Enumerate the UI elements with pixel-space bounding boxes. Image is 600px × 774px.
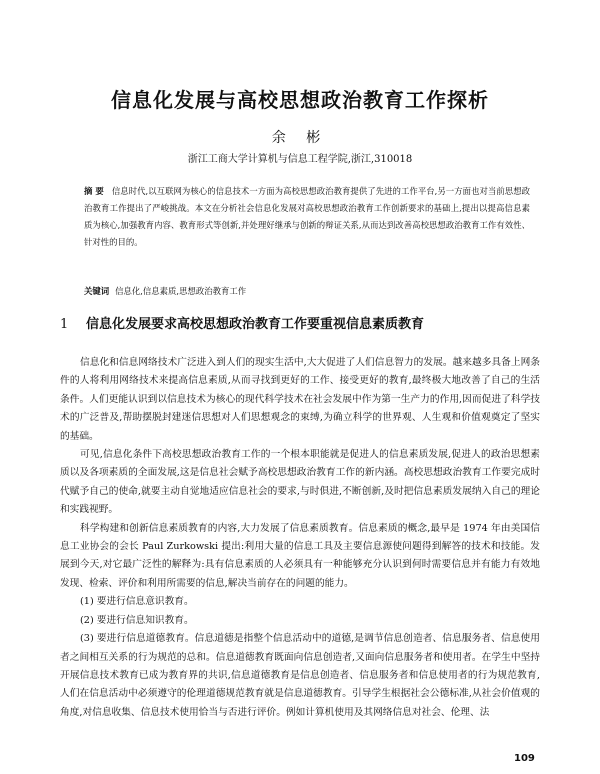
- section-heading: [60, 313, 540, 332]
- body-text: [60, 354, 540, 722]
- list-item: (3) 要进行信息道德教育。信息道德是指整个信息活动中的道德,是调节信息创造者、信息服务者、信息使用者之间相互关系的行为规范的总和。信息道德教育既面向信息创造者,又面向信息服务者和使用者。在学生中坚持开展信息技术教育已成为教育界的共识,信息道德教育是信息创造者、信息服务者和信息使用者的行为规范教育,人们在信息活动中必须遵守的伦理道德规范教育就是信息道德教育。引导学生根据社会公德标准,从社会价值观的角度,对信息收集、信息技术使用恰当与否进行评价。例如计算机使用及其网络信息对社会、伦理、法: [60, 633, 540, 718]
- list-item: (2) 要进行信息知识教育。: [80, 614, 194, 626]
- body-paragraph: 信息化和信息网络技术广泛进入到人们的现实生活中,大大促进了人们信息智力的发展。越来越多具备上网条件的人将利用网络技术来提高信息素质,从而寻找到更好的工作、接受更好的教育,最终极大地改善了自己的生活条件。人们更能认识到以信息技术为核心的现代科学技术在社会发展中作为第一生产力的作用,因而促进了科学技术的广泛普及,帮助摆脱封建迷信思想对人们思想观念的束缚,为确立科学的世界观、人生观和价值观奠定了坚实的基础。: [60, 357, 540, 442]
- abstract-text: 信息时代,以互联网为核心的信息技术一方面为高校思想政治教育提供了先进的工作平台,另一方面也对当前思想政治教育工作提出了严峻挑战。本文在分析社会信息化发展对高校思想政治教育工作创新要求的基础上,提出以提高信息素质为核心,加强教育内容、教育形式等创新,并处理好继承与创新的辩证关系,从而达到改善高校思想政治教育工作有效性、针对性的目的。: [84, 186, 531, 247]
- keywords-text: 信息化,信息素质,思想政治教育工作: [115, 286, 247, 296]
- abstract-label: 摘 要: [84, 186, 104, 196]
- paper-title: 信息化发展与高校思想政治教育工作探析: [111, 88, 489, 112]
- keywords: [84, 283, 530, 300]
- page-number: 109: [514, 753, 535, 764]
- section-number: 1: [60, 317, 69, 332]
- body-paragraph: 可见,信息化条件下高校思想政治教育工作的一个根本职能就是促进人的信息素质发展,促进人的政治思想素质以及各项素质的全面发展,这是信息社会赋予高校思想政治教育工作的新内涵。高校思想政治教育工作要完成时代赋予自己的使命,就要主动自觉地适应信息社会的要求,与时俱进,不断创新,及时把信息素质发展纳入自己的理论和实践视野。: [60, 449, 540, 516]
- body-paragraph: 科学构建和创新信息素质教育的内容,大力发展了信息素质教育。信息素质的概念,最早是 1974 年由美国信息工业协会的会长 Paul Zurkowski 提出:利用大量的信息工具及主要信息源使问题得到解答的技术和技能。发展到今天,对它最广泛性的解释为:具有信息素质的人必须具有一种能够充分认识到何时需要信息并有能力有效地发现、检索、评价和利用所需要的信息,解决当前存在的问题的能力。: [60, 522, 540, 589]
- author-affiliation: 浙江工商大学计算机与信息工程学院,浙江,310018: [187, 154, 413, 165]
- author-name: 余 彬: [271, 130, 329, 146]
- section-title: 信息化发展要求高校思想政治教育工作要重视信息素质教育: [86, 317, 425, 332]
- abstract: [84, 183, 530, 251]
- list-item: (1) 要进行信息意识教育。: [80, 596, 194, 608]
- keywords-label: 关键词: [84, 286, 110, 296]
